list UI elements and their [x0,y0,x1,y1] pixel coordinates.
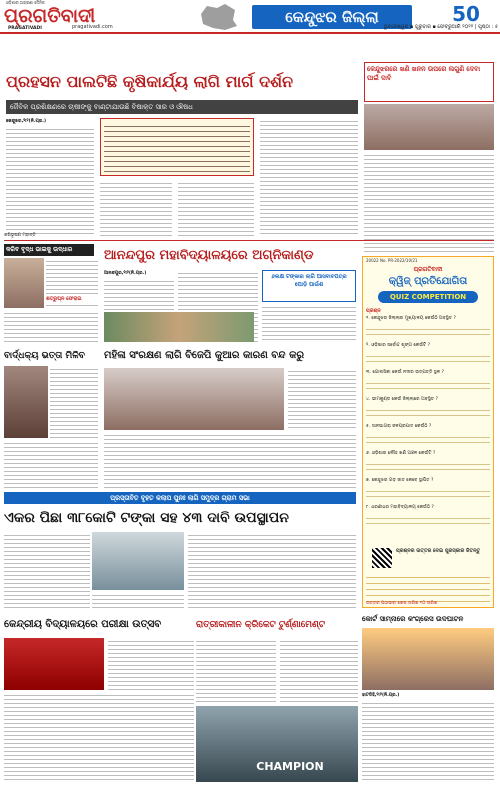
quiz-options [366,352,490,366]
fire-headline: ଆନନ୍ଦପୁର ମହାବିଦ୍ୟାଳୟରେ ଅଗ୍ନିକାଣ୍ଡ [104,248,314,263]
quiz-question-list [366,316,490,544]
quiz-question: ୧. କେନ୍ଦୁଝର ଜିଲ୍ଲାର ମୁଖ୍ୟାଳୟ କେଉଁଠି ଅବସ୍ଥିତ ? [366,316,456,321]
quiz-question: ୪. ଭୀମକୁଣ୍ଡ କେଉଁ ଜିଲ୍ଲାରେ ଅବସ୍ଥିତ ? [366,397,438,402]
school-text-a [108,638,194,690]
quiz-footer [366,572,490,602]
quiz-question: ୩. ଗୋନାସିକା କେଉଁ ନଦୀର ଉତ୍ପତ୍ତି ସ୍ଥଳ ? [366,370,444,375]
quiz-question: ୫. ସାନଘାଗରା ଜଳପ୍ରପାତ କେଉଁଠି ? [366,424,432,429]
quiz-options [366,487,490,501]
website: pragativadi.com [72,24,113,30]
person-photo [4,258,44,308]
lead-column-1 [6,126,94,236]
court-headline: କୋର୍ଟ ସାମ୍ନାରେ କଂଗ୍ରେସ ଉଦଘାଟନ [362,615,464,623]
quiz-options [366,514,490,528]
quiz-question: ୬. ଓଡ଼ିଶାର ଲୌହ ଖଣି ଅଞ୍ଚଳ କେଉଁଟି ? [366,451,436,456]
meeting-photo [104,368,284,430]
demand-text-b [92,592,184,610]
photo-caption-lead: ଶଶିଭୂଷଣ ମହାନ୍ତି [4,233,36,238]
fire-photo [104,312,254,342]
side-story-text-b [4,310,98,344]
quiz-title: କ୍ୱିଜ୍ ପ୍ରତିଯୋଗିତା [388,276,468,287]
quiz-question: ୮. ଧରଣୀଧର ମହାବିଦ୍ୟାଳୟ କେଉଁଠି ? [366,505,434,510]
demand-text-a [4,532,90,610]
champion-banner: CHAMPION [256,760,324,773]
quiz-question: ୨. ଓଡ଼ିଶାର ସର୍ବୋଚ୍ଚ ଶୃଙ୍ଗ କେଉଁଟି ? [366,343,431,348]
photo-caption: ଶତ୍ରୁଘ୍ନ ଫେରାଇ [46,296,98,304]
quiz-question: ୭. କେନ୍ଦୁଝର ଗଡ଼ ଜାତ କେବେ ସ୍ଥାପିତ ? [366,478,434,483]
logo-subtitle: PRAGATIVADI [8,26,42,31]
byline: କେନ୍ଦୁଝର,୨ା୨(ନି.ପ୍ର.) [6,119,47,124]
quiz-options [366,433,490,447]
school-headline: କେନ୍ଦ୍ରୀୟ ବିଦ୍ୟାଳୟରେ ପରୀକ୍ଷା ଉତ୍ସବ [4,619,162,630]
cricket-headline: ରାତ୍ରୀକାଳୀନ କ୍ରିକେଟ ଟୁର୍ଣ୍ଣାମେଣ୍ଟ [196,620,326,630]
fire-badge: ୬ଲକ୍ଷ ଟଙ୍କାର ଲାଗି ଆସବାବପତ୍ର ପୋଡ଼ି ପାଉଁଶ [262,270,356,302]
district-banner: କେନ୍ଦୁଝର ଜିଲ୍ଲା [252,5,412,29]
fire-text-c [262,304,356,342]
demand-text-c [188,532,356,610]
village-meeting-photo [92,532,184,590]
quiz-options [366,406,490,420]
quiz-title-english: QUIZ COMPETITION [378,291,478,303]
fire-byline: ଆନନ୍ଦପୁର,୨ା୨(ନି.ପ୍ର.) [104,271,147,276]
qr-code-icon [372,548,392,568]
mining-headline: କେନ୍ଦୁଝରରେ ଖଣି ଖନନ ଉପରେ ଲଗୁଣି ଦେବା ପାଇଁ ଦାବି [364,62,494,102]
lead-subheadline: ଜୈବିକ ପ୍ରଶିକ୍ଷଣରେ ଚାଷୀଙ୍କୁ ବାଣ୍ଟାଯାଉଛି ବିଷାକ୍ତ ସାର ଓ ଔଷଧ [6,100,358,114]
court-text [362,700,494,782]
students-photo [4,638,104,690]
quiz-kicker: ପ୍ରଗତିବାଦୀ [413,266,443,273]
dateline: ଭୁବନେଶ୍ୱର ▪ ଗୁରୁବାର ▪ ଫେବ୍ରୁଆରି ୨୦୨୨ | ପୃଷ୍ଠା : ୫ [383,24,498,30]
pension-text-b [4,440,98,488]
quiz-options [366,325,490,339]
highlight-text [104,122,250,172]
pension-text-a [50,366,98,438]
quiz-footer-text: ଉତ୍ତର ପଠାଇବା ଶେଷ ତାରିଖ ୧୦ ତାରିଖ [366,601,438,606]
lead-headline: ପ୍ରହସନ ପାଲଟିଛି କୃଷିକାର୍ଯ୍ୟ ଲାଗି ମାର୍ଗ ଦର୍ଶନ [6,72,294,91]
congress-photo [362,628,494,690]
bjp-text-a [288,368,356,430]
lead-column-2 [100,180,172,236]
quiz-options [366,379,490,393]
divider [4,240,494,241]
lead-column-3 [178,180,254,236]
district-map-icon [195,2,241,32]
qr-text: ପ୍ରଶ୍ନର ଉତ୍ତର ଦେଇ ପୁରସ୍କାର ଜିତନ୍ତୁ [396,548,481,554]
anniversary-logo: 50 [452,2,480,26]
elderly-photo [4,366,48,438]
court-byline: ହାଟଡିହି,୨ା୨(ନି.ପ୍ର.) [362,693,400,698]
pension-headline: ବାର୍ଦ୍ଧକ୍ୟ ଭତ୍ତା ମିଳିବ [4,351,85,361]
mining-photo [364,104,494,150]
quiz-options [366,460,490,474]
cricket-text-b [280,638,358,704]
side-story-headline: କରିବ ବୃଦ୍ଧ ଭାଇକୁ ଉଦ୍ଧାର [4,244,94,256]
demand-headline: ଏକର ପିଛା ୩୮କୋଟି ଟଙ୍କା ସହ ୪୩ ଦାବି ଉପସ୍ଥାପନ [4,510,289,526]
bjp-headline: ମହିଳା ସଂରକ୍ଷଣ ଲାଗି ବିଜେପି କୁଆର କାରଣ ବନ୍ଦ କରୁ [104,350,305,361]
tagline: ଓଡ଼ିଶାର ଅଗ୍ରଣୀ ଦୈନିକ [6,0,45,5]
lead-column-4 [260,118,358,236]
quiz-code: 20022 No. PR-2022/10/21 [366,258,418,263]
bjp-text-b [104,432,356,488]
sabha-subheadline: ପ୍ରସ୍ତାବିତ ବୃହତ କଲାପ ପୁନଃ ଲାଗି ସମୁଦ୍ର ଗ୍ରାମ ସଭା [4,492,356,504]
school-text-b [4,692,194,782]
mining-text [364,152,494,252]
newspaper-logo: ପ୍ରଗତିବାଦୀ [4,5,96,27]
cricket-text-a [196,638,276,704]
quiz-question-label: ପ୍ରଶ୍ନ [366,308,381,314]
